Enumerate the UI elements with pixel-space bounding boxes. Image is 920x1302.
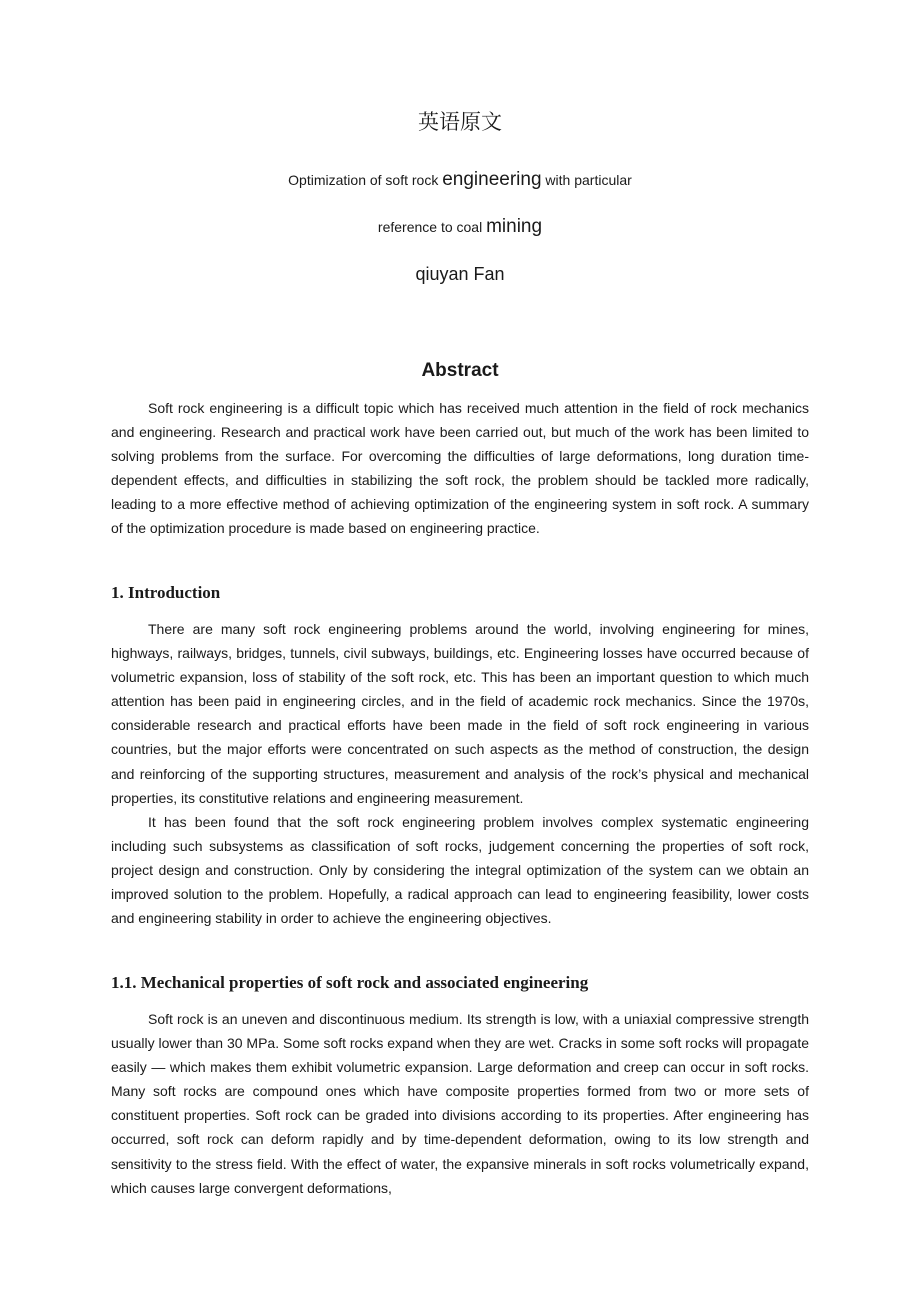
paragraph: There are many soft rock engineering problems around the world, involving engineering for mines, highways, railways, bridges, tunnels, civil subways, buildings, etc. Engineering losses have occurred because of volumetric expansion, loss of stability of the soft rock, etc. This has been an important question to which much attention has been paid in engineering circles, and in the field of academic rock mechanics. Since the 1970s, considerable research and practical efforts have been made in the field of soft rock engineering in various countries, but the major efforts were concentrated on such aspects as the method of construction, the design and reinforcing of the supporting structures, measurement and analysis of the rock’s physical and mechanical properties, its constitutive relations and engineering measurement. <box>111 621 809 806</box>
title-line-2 <box>0 216 920 238</box>
title-text: Optimization of soft rock <box>288 172 443 188</box>
section-heading-text: 1. Introduction <box>111 583 221 602</box>
chinese-heading: 英语原文 <box>418 110 502 134</box>
introduction-body <box>111 617 809 930</box>
title-line-1 <box>0 169 920 191</box>
section-heading-text: 1.1. Mechanical properties of soft rock and associated engineering <box>111 973 589 992</box>
section-heading-introduction <box>111 582 809 604</box>
abstract-body <box>111 396 809 541</box>
abstract-heading: Abstract <box>421 360 499 381</box>
title-text: with particular <box>541 172 632 188</box>
paragraph: It has been found that the soft rock engineering problem involves complex systematic engineering including such subsystems as classification of soft rocks, judgement concerning the properties of soft rock, project design and construction. Only by considering the integral optimization of the system can we obtain an improved solution to the problem. Hopefully, a radical approach can lead to engineering feasibility, lower costs and engineering stability in order to achieve the engineering objectives. <box>111 813 809 927</box>
author-name: qiuyan Fan <box>415 264 505 284</box>
title-emphasis: engineering <box>442 169 542 190</box>
mechanical-properties-body <box>111 1007 809 1200</box>
abstract-paragraph: Soft rock engineering is a difficult topic which has received much attention in the field of rock mechanics and engineering. Research and practical work have been carried out, but much of the work has been limited to solving problems from the surface. For overcoming the difficulties of large deformations, long duration time-dependent effects, and difficulties in stabilizing the soft rock, the problem should be tackled more radically, leading to a more effective method of achieving optimization of the engineering system in soft rock. A summary of the optimization procedure is made based on engineering practice. <box>111 400 809 537</box>
section-heading-mechanical-properties <box>111 972 809 994</box>
title-emphasis: mining <box>486 216 543 237</box>
paragraph: Soft rock is an uneven and discontinuous medium. Its strength is low, with a uniaxial compressive strength usually lower than 30 MPa. Some soft rocks expand when they are wet. Cracks in some soft rocks will propagate easily — which makes them exhibit volumetric expansion. Large deformation and creep can occur in soft rocks. Many soft rocks are compound ones which have composite properties formed from two or more sets of constituent properties. Soft rock can be graded into divisions according to its properties. After engineering has occurred, soft rock can deform rapidly and by time-dependent deformation, owing to its low strength and sensitivity to the stress field. With the effect of water, the expansive minerals in soft rocks volumetrically expand, which causes large convergent deformations, <box>111 1011 809 1196</box>
title-text: reference to coal <box>377 219 487 235</box>
